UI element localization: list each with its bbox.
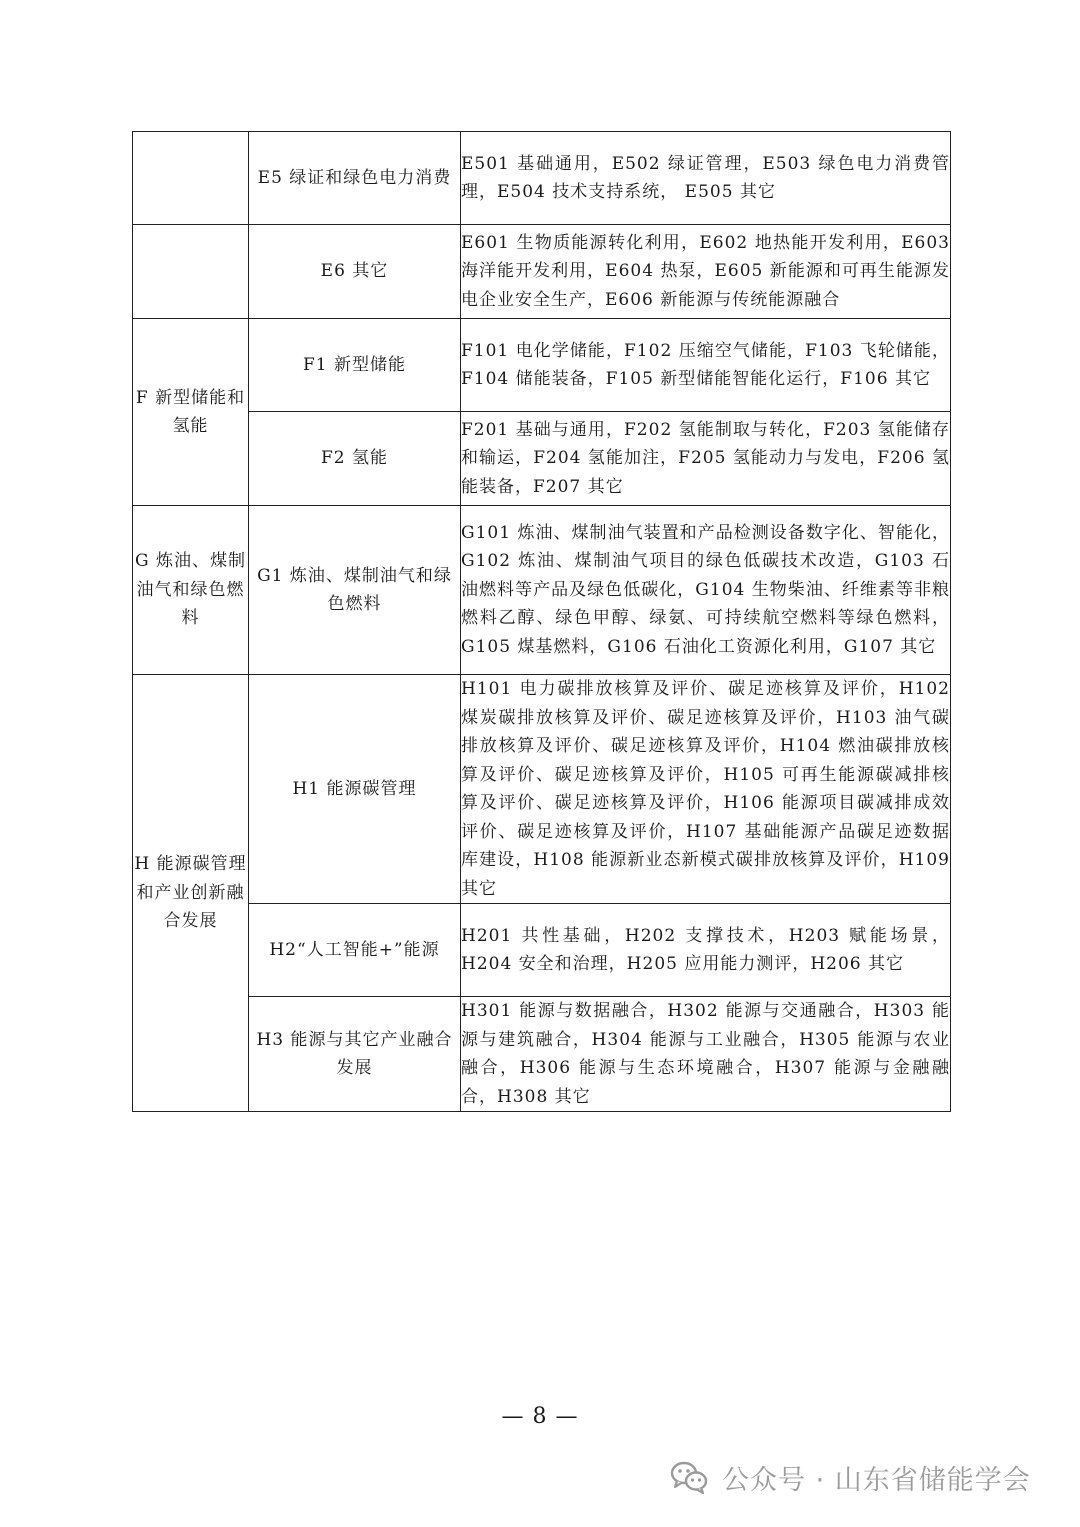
subcategory-cell: F2 氢能 <box>249 412 461 506</box>
items-cell: G101 炼油、煤制油气装置和产品检测设备数字化、智能化，G102 炼油、煤制油气项目的绿色低碳技术改造，G103 石油燃料等产品及绿色低碳化，G104 生物柴油、纤维素等非粮燃料乙醇、绿色甲醇、绿氨、可持续航空燃料等绿色燃料，G105 煤基燃料，G106 石油化工资源化利用，G107 其它 <box>461 506 951 675</box>
table-row <box>133 506 951 675</box>
wechat-icon <box>670 1460 708 1494</box>
items-cell: F101 电化学储能，F102 压缩空气储能，F103 飞轮储能，F104 储能装备，F105 新型储能智能化运行，F106 其它 <box>461 319 951 412</box>
page-number: — 8 — <box>501 1404 579 1429</box>
subcategory-cell: H3 能源与其它产业融合发展 <box>249 997 461 1112</box>
table-row <box>133 997 951 1112</box>
category-cell: H 能源碳管理和产业创新融合发展 <box>133 675 249 1112</box>
category-cell: G 炼油、煤制油气和绿色燃料 <box>133 506 249 675</box>
items-cell: E501 基础通用，E502 绿证管理，E503 绿色电力消费管理，E504 技术支持系统， E505 其它 <box>461 132 951 225</box>
table-row <box>133 675 951 904</box>
items-cell: H101 电力碳排放核算及评价、碳足迹核算及评价，H102 煤炭碳排放核算及评价、碳足迹核算及评价，H103 油气碳排放核算及评价、碳足迹核算及评价，H104 燃油碳排放核算及评价、碳足迹核算及评价，H105 可再生能源碳减排核算及评价、碳足迹核算及评价，H106 能源项目碳减排成效评价、碳足迹核算及评价，H107 基础能源产品碳足迹数据库建设，H108 能源新业态新模式碳排放核算及评价，H109 其它 <box>461 675 951 904</box>
items-cell: H301 能源与数据融合，H302 能源与交通融合，H303 能源与建筑融合，H304 能源与工业融合，H305 能源与农业融合，H306 能源与生态环境融合，H307 能源与金融融合，H308 其它 <box>461 997 951 1112</box>
table-row <box>133 904 951 997</box>
subcategory-cell: G1 炼油、煤制油气和绿色燃料 <box>249 506 461 675</box>
items-cell: H201 共性基础，H202 支撑技术，H203 赋能场景，H204 安全和治理，H205 应用能力测评，H206 其它 <box>461 904 951 997</box>
category-cell <box>133 225 249 319</box>
subcategory-cell: F1 新型储能 <box>249 319 461 412</box>
category-cell <box>133 132 249 225</box>
table-row <box>133 412 951 506</box>
table-row <box>133 319 951 412</box>
subcategory-cell: H2“人工智能+”能源 <box>249 904 461 997</box>
table-row <box>133 132 951 225</box>
items-cell: E601 生物质能源转化利用，E602 地热能开发利用，E603 海洋能开发利用，E604 热泵，E605 新能源和可再生能源发电企业安全生产，E606 新能源与传统能源融合 <box>461 225 951 319</box>
subcategory-cell: E5 绿证和绿色电力消费 <box>249 132 461 225</box>
subcategory-cell: H1 能源碳管理 <box>249 675 461 904</box>
category-cell: F 新型储能和氢能 <box>133 319 249 506</box>
subcategory-cell: E6 其它 <box>249 225 461 319</box>
table-row <box>133 225 951 319</box>
watermark-text: 公众号 · 山东省储能学会 <box>722 1464 1031 1496</box>
watermark <box>670 1455 1031 1499</box>
classification-table <box>132 131 951 1112</box>
items-cell: F201 基础与通用，F202 氢能制取与转化，F203 氢能储存和输运，F204 氢能加注，F205 氢能动力与发电，F206 氢能装备，F207 其它 <box>461 412 951 506</box>
